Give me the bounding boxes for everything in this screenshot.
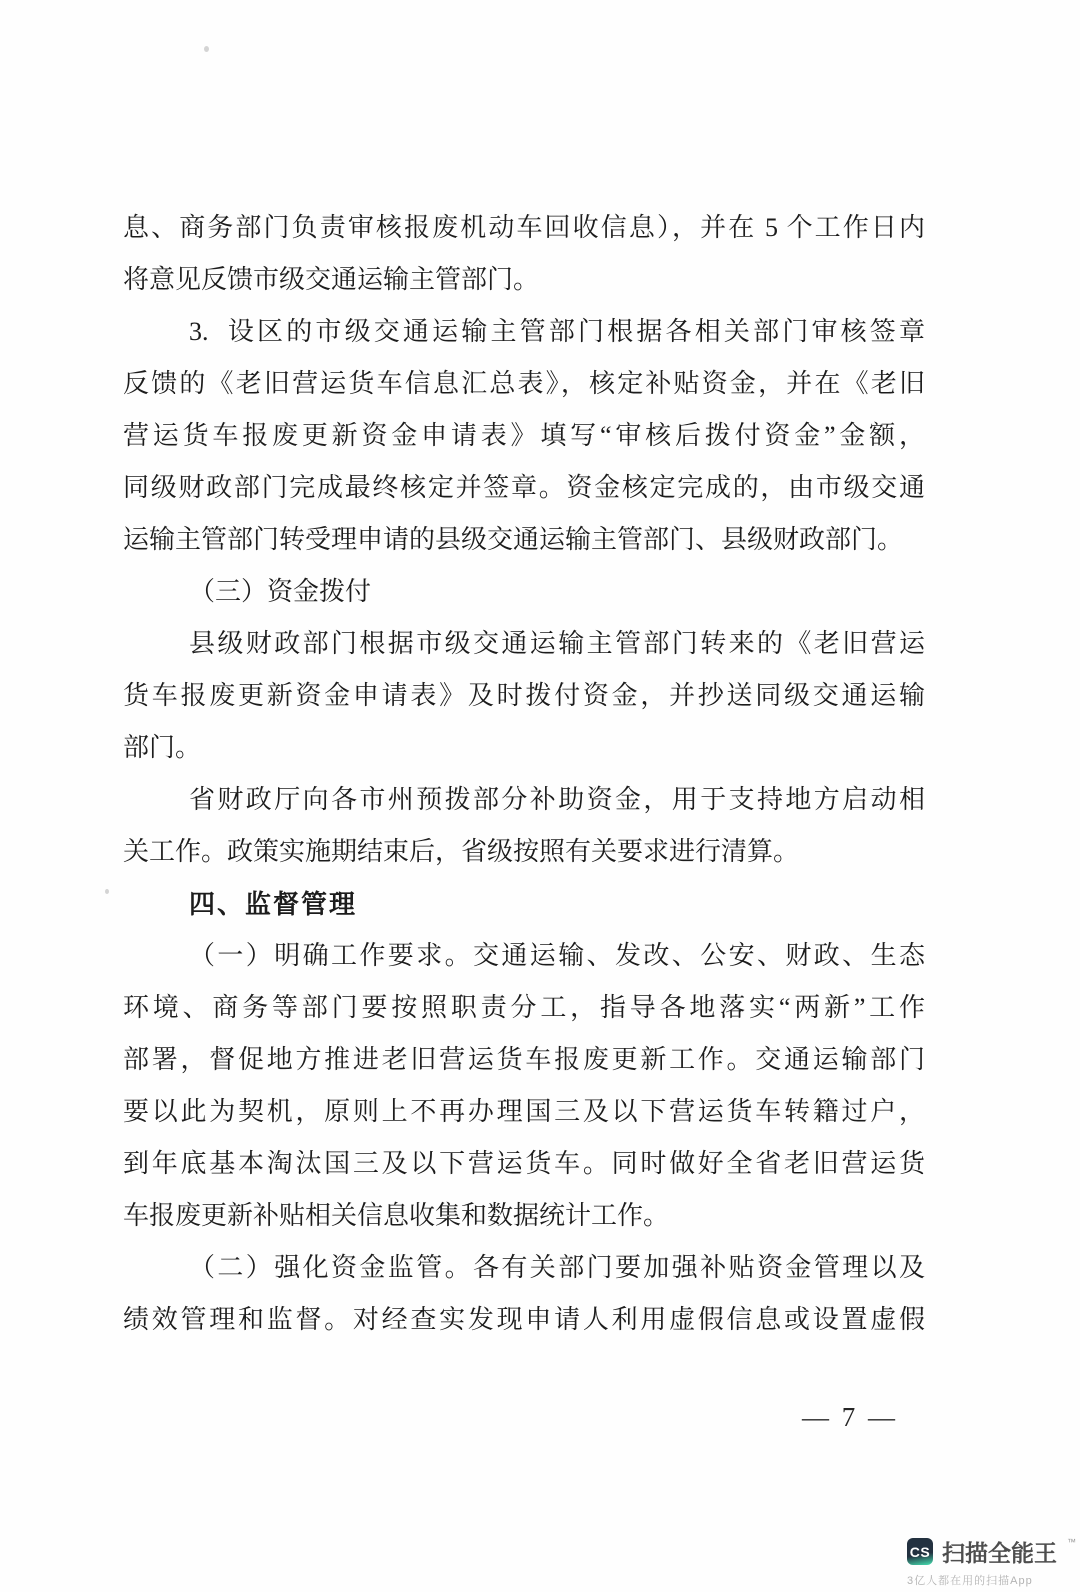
doc-line: 运输主管部门转受理申请的县级交通运输主管部门、县级财政部门。 bbox=[123, 525, 904, 554]
scan-artifact-speck bbox=[204, 46, 209, 52]
scan-artifact-speck bbox=[105, 889, 109, 894]
doc-line: 到年底基本淘汰国三及以下营运货车。同时做好全省老旧营运货 bbox=[123, 1149, 925, 1178]
doc-line: （二）强化资金监管。各有关部门要加强补贴资金管理以及 bbox=[189, 1253, 925, 1282]
doc-line: 同级财政部门完成最终核定并签章。资金核定完成的，由市级交通 bbox=[123, 473, 925, 502]
doc-line: 绩效管理和监督。对经查实发现申请人利用虚假信息或设置虚假 bbox=[123, 1305, 925, 1334]
doc-line: 四、监督管理 bbox=[189, 889, 358, 919]
camscanner-logo-icon: CS bbox=[907, 1538, 933, 1565]
trademark-symbol: ™ bbox=[1067, 1537, 1076, 1547]
page-number: — 7 — bbox=[802, 1402, 898, 1432]
doc-line: 将意见反馈市级交通运输主管部门。 bbox=[123, 265, 540, 294]
doc-line: 反馈的《老旧营运货车信息汇总表》，核定补贴资金，并在《老旧 bbox=[123, 369, 925, 398]
doc-line: 部门。 bbox=[123, 733, 202, 762]
doc-line: 省财政厅向各市州预拨部分补助资金，用于支持地方启动相 bbox=[189, 785, 925, 814]
document-body bbox=[123, 202, 925, 1346]
doc-line: 环境、商务等部门要按照职责分工，指导各地落实“两新”工作 bbox=[123, 993, 925, 1022]
doc-line: （三）资金拨付 bbox=[189, 577, 372, 606]
camscanner-watermark bbox=[907, 1535, 1076, 1588]
watermark-tagline: 3亿人都在用的扫描App bbox=[907, 1575, 1033, 1587]
watermark-app-name: 扫描全能王 bbox=[942, 1540, 1057, 1566]
doc-line: 3. 设区的市级交通运输主管部门根据各相关部门审核签章 bbox=[189, 317, 925, 346]
watermark-row bbox=[907, 1535, 1076, 1568]
doc-line: （一）明确工作要求。交通运输、发改、公安、财政、生态 bbox=[189, 941, 925, 970]
doc-line: 关工作。政策实施期结束后，省级按照有关要求进行清算。 bbox=[123, 837, 800, 866]
doc-line: 息、商务部门负责审核报废机动车回收信息），并在 5 个工作日内 bbox=[123, 213, 925, 242]
doc-line: 货车报废更新资金申请表》及时拨付资金，并抄送同级交通运输 bbox=[123, 681, 925, 710]
doc-line: 县级财政部门根据市级交通运输主管部门转来的《老旧营运 bbox=[189, 629, 925, 658]
doc-line: 营运货车报废更新资金申请表》填写“审核后拨付资金”金额， bbox=[123, 421, 925, 450]
doc-line: 部署，督促地方推进老旧营运货车报废更新工作。交通运输部门 bbox=[123, 1045, 925, 1074]
doc-line: 车报废更新补贴相关信息收集和数据统计工作。 bbox=[123, 1201, 670, 1230]
doc-line: 要以此为契机，原则上不再办理国三及以下营运货车转籍过户， bbox=[123, 1097, 925, 1126]
